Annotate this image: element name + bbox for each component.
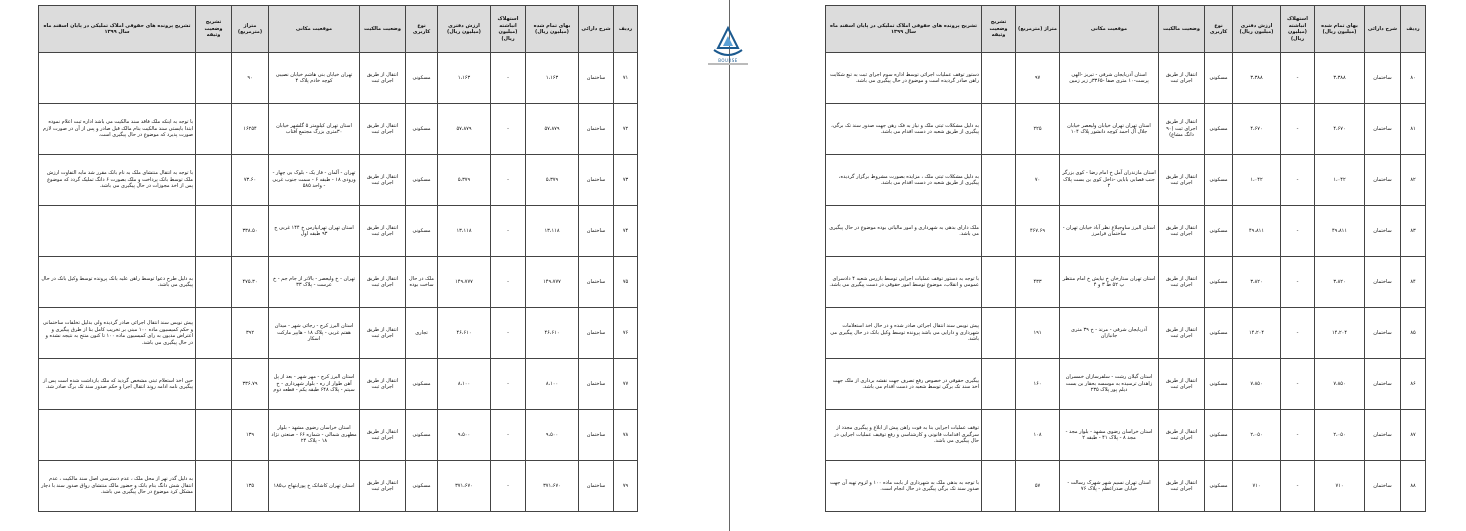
cell-cost: ۸،۱۰۰ — [526, 359, 579, 410]
cell-asset: ساختمان — [1365, 257, 1401, 308]
cell-mortgage — [982, 206, 1016, 257]
cell-asset: ساختمان — [579, 257, 614, 308]
cell-location: استان آذربایجان شرقی - تبریز -الهی پرست-۱۰ متری صفا -۳۳۶۵ز زیر زمین — [1060, 53, 1159, 104]
cell-usage: مسکونی — [1205, 104, 1233, 155]
col-location: موقعیت مکانی — [269, 6, 360, 53]
cell-cost: ۴،۶۷۰ — [1315, 104, 1365, 155]
cell-asset: ساختمان — [1365, 359, 1401, 410]
cell-ownership: انتقال از طریق اجرای ثبت — [360, 308, 406, 359]
table-row — [826, 206, 1426, 257]
cell-area: ۲۲۵ — [1016, 104, 1060, 155]
cell-mortgage — [196, 359, 232, 410]
cell-area: ۱۰۸ — [1016, 410, 1060, 461]
cell-depreciation: - — [491, 359, 526, 410]
cell-cost: ۷،۸۵۰ — [1315, 359, 1365, 410]
cell-depreciation: - — [491, 461, 526, 512]
col-row-no: ردیف — [614, 6, 638, 53]
cell-mortgage — [196, 308, 232, 359]
cell-asset: ساختمان — [579, 206, 614, 257]
cell-mortgage — [196, 155, 232, 206]
cell-depreciation: - — [1281, 410, 1315, 461]
cell-book-value: ۱،۱۶۳ — [438, 53, 491, 104]
cell-book-value: ۳،۸۲۰ — [1233, 257, 1281, 308]
cell-mortgage — [982, 155, 1016, 206]
cell-legal: با توجه به دستور توقف عملیات اجرایی توسط بازرس شعبه ۴ دادسرای عمومی و انقلاب، موضوع توسط امور حقوقی در دست پیگیری می باشد. — [826, 257, 982, 308]
cell-depreciation: - — [1281, 257, 1315, 308]
cell-mortgage — [982, 461, 1016, 512]
cell-depreciation: - — [491, 155, 526, 206]
logo-text: BOURSE — [718, 58, 738, 63]
assets-table-right — [825, 5, 1426, 512]
cell-asset: ساختمان — [1365, 461, 1401, 512]
cell-usage: مسکونی — [1205, 461, 1233, 512]
cell-row-no: ۸۱ — [1401, 104, 1426, 155]
cell-asset: ساختمان — [579, 53, 614, 104]
cell-ownership: انتقال از طریق اجرای ثبت — [360, 155, 406, 206]
cell-asset: ساختمان — [1365, 410, 1401, 461]
cell-mortgage — [196, 257, 232, 308]
col-area: متراژ (مترمربع) — [232, 6, 269, 53]
table-row — [39, 206, 638, 257]
cell-cost: ۴۹،۸۱۱ — [1315, 206, 1365, 257]
assets-table-left — [38, 5, 638, 512]
cell-row-no: ۸۰ — [1401, 53, 1426, 104]
col-mortgage: تشریح وضعیت وثیقه — [196, 6, 232, 53]
cell-cost: ۱۴۹،۷۷۷ — [526, 257, 579, 308]
cell-area: ۵۷ — [1016, 461, 1060, 512]
cell-area: ۹۰ — [232, 53, 269, 104]
col-depreciation: استهلاک انباشته (میلیون ریال) — [1281, 6, 1315, 53]
cell-cost: ۴۶،۶۱۰ — [526, 308, 579, 359]
cell-row-no: ۷۶ — [614, 308, 638, 359]
cell-row-no: ۸۷ — [1401, 410, 1426, 461]
table-row — [826, 257, 1426, 308]
cell-row-no: ۸۶ — [1401, 359, 1426, 410]
cell-area: ۴۳۳ — [1016, 257, 1060, 308]
cell-usage: مسکونی — [406, 155, 438, 206]
cell-cost: ۷۱۰ — [1315, 461, 1365, 512]
cell-book-value: ۲،۰۵۰ — [1233, 410, 1281, 461]
cell-cost: ۱۳،۱۱۸ — [526, 206, 579, 257]
cell-cost: ۲،۰۵۰ — [1315, 410, 1365, 461]
cell-row-no: ۷۸ — [614, 410, 638, 461]
cell-mortgage — [982, 257, 1016, 308]
table-body-right — [826, 53, 1426, 512]
cell-ownership: انتقال از طریق اجرای ثبت — [1159, 359, 1205, 410]
cell-row-no: ۸۲ — [1401, 155, 1426, 206]
cell-location: استان تهران ستارخان خ نیایش خ امام منتظر پ ۵۲ ط ۳ و ۴ — [1060, 257, 1159, 308]
cell-usage: مسکونی — [1205, 155, 1233, 206]
cell-cost: ۵۷،۸۷۹ — [526, 104, 579, 155]
col-book-value: ارزش دفتری (میلیون ریال) — [1233, 6, 1281, 53]
cell-book-value: ۸،۱۰۰ — [438, 359, 491, 410]
cell-location: استان البرز ساوجبلاغ نظر آباد خیابان تهران - ساختمان فرامرز — [1060, 206, 1159, 257]
cell-legal: توقف عملیات اجرایی بنا به فوت راهن پیش از ابلاغ و پیگیری مجدد از سرگیری اقدامات قانونی و کارشناسی و رفع توقیف عملیات اجرایی در حال پیگیری می باشد. — [826, 410, 982, 461]
cell-book-value: ۱۴۹،۷۷۷ — [438, 257, 491, 308]
cell-row-no: ۸۵ — [1401, 308, 1426, 359]
cell-location: استان البرز کرج - رجائی شهر - میدان هفتم غربی - پلاک ۱۸ - هایپر مارکت اسکار — [269, 308, 360, 359]
table-row — [826, 104, 1426, 155]
col-book-value: ارزش دفتری (میلیون ریال) — [438, 6, 491, 53]
cell-usage: مسکونی — [1205, 206, 1233, 257]
cell-depreciation: - — [491, 410, 526, 461]
col-location: موقعیت مکانی — [1060, 6, 1159, 53]
cell-area: ۱۹۱ — [1016, 308, 1060, 359]
table-row — [39, 257, 638, 308]
col-legal: تشریح پرونده های حقوقی املاک تملیکی در پایان اسفند ماه سال ۱۳۹۹ — [826, 6, 982, 53]
cell-asset: ساختمان — [579, 359, 614, 410]
cell-mortgage — [982, 53, 1016, 104]
col-mortgage: تشریح وضعیت وثیقه — [982, 6, 1016, 53]
cell-book-value: ۴،۶۷۰ — [1233, 104, 1281, 155]
cell-location: استان خراسان رضوی مشهد - بلوار مطهری شمالی - شماره ۶۶ - صنعتی نژاد ۱۸ - پلاک ۲۴ — [269, 410, 360, 461]
cell-ownership: انتقال از طریق اجرای ثبت — [1159, 461, 1205, 512]
cell-legal: با توجه به انتقال منتشای ملک به نام بانک مقرر شد مابه التفاوت ارزش ملک توسط بانک پرداخت و ملک بصورت ۶ دانگ تملیک گردد که موضوع پس از اخذ مجوزات در حال پیگیری می باشد. — [39, 155, 196, 206]
cell-usage: مسکونی — [406, 206, 438, 257]
table-row — [826, 461, 1426, 512]
cell-mortgage — [196, 53, 232, 104]
cell-book-value: ۵۷،۸۷۹ — [438, 104, 491, 155]
cell-depreciation: - — [491, 104, 526, 155]
cell-ownership: انتقال از طریق اجرای ثبت — [360, 410, 406, 461]
cell-ownership: انتقال از طریق اجرای ثبت — [1159, 410, 1205, 461]
table-body-left — [39, 53, 638, 512]
cell-depreciation: - — [491, 257, 526, 308]
col-area: متراژ (مترمربع) — [1016, 6, 1060, 53]
cell-depreciation: - — [1281, 104, 1315, 155]
cell-legal: به دلیل طرح دعوا توسط راهن علیه بانک پرونده توسط وکیل بانک در حال پیگیری می باشد. — [39, 257, 196, 308]
cell-asset: ساختمان — [579, 308, 614, 359]
cell-row-no: ۷۱ — [614, 53, 638, 104]
cell-area: ۱۳۵ — [232, 461, 269, 512]
table-row — [826, 359, 1426, 410]
cell-usage: مسکونی — [406, 461, 438, 512]
cell-usage: مسکونی — [1205, 53, 1233, 104]
logo-underline — [708, 63, 748, 65]
cell-asset: ساختمان — [579, 410, 614, 461]
cell-cost: ۳،۸۲۰ — [1315, 257, 1365, 308]
cell-legal: پیگیری حقوقی در خصوص رفع تصرف جهت نقشه برداری از ملک جهت اخذ سند تک برگی توسط شعبه در دست اقدام می باشد. — [826, 359, 982, 410]
cell-area: ۷۰ — [1016, 155, 1060, 206]
cell-usage: مسکونی — [406, 53, 438, 104]
cell-depreciation: - — [1281, 155, 1315, 206]
cell-book-value: ۳،۳۸۸ — [1233, 53, 1281, 104]
cell-row-no: ۷۷ — [614, 359, 638, 410]
cell-area: ۷۳.۶۰ — [232, 155, 269, 206]
cell-mortgage — [982, 359, 1016, 410]
cell-usage: ملک در حال ساخت بوده — [406, 257, 438, 308]
cell-location: استان تهران کاشانک خ پورابتهاج پ۱۸۵ — [269, 461, 360, 512]
cell-row-no: ۷۳ — [614, 155, 638, 206]
cell-asset: ساختمان — [579, 155, 614, 206]
cell-depreciation: - — [1281, 206, 1315, 257]
cell-mortgage — [982, 308, 1016, 359]
cell-cost: ۹،۵۰۰ — [526, 410, 579, 461]
cell-usage: مسکونی — [406, 410, 438, 461]
cell-row-no: ۷۲ — [614, 104, 638, 155]
cell-location: تهران - خ ولیعصر - بالاتر از جام جم - خ عرست - پلاک ۳۳ — [269, 257, 360, 308]
cell-asset: ساختمان — [1365, 308, 1401, 359]
cell-mortgage — [196, 206, 232, 257]
cell-row-no: ۷۴ — [614, 206, 638, 257]
cell-mortgage — [196, 461, 232, 512]
cell-location: استان تهران نسیم شهر شهرک رسالت - خیابان صدراعظم - پلاک ۷۶ — [1060, 461, 1159, 512]
cell-book-value: ۷،۸۵۰ — [1233, 359, 1281, 410]
cell-location: استان گیلان رشت - سلفرسازان خمسران زاهدان ترسیده به موسسه بحقار بن بست دیلم پور پلاک ۲۳۵ — [1060, 359, 1159, 410]
col-legal: تشریح پرونده های حقوقی املاک تملیکی در پایان اسفند ماه سال ۱۳۹۹ — [39, 6, 196, 53]
cell-ownership: انتقال از طریق اجرای ثبت — [360, 461, 406, 512]
cell-row-no: ۷۹ — [614, 461, 638, 512]
cell-legal: دستور توقف عملیات اجرائی توسط اداره سوم اجرای ثبت به تبع شکایت راهن صادر گردیده است و موضوع در حال پیگیری می باشد. — [826, 53, 982, 104]
col-row-no: ردیف — [1401, 6, 1426, 53]
cell-area: ۳۹۲ — [232, 308, 269, 359]
cell-area: ۱۶۰ — [1016, 359, 1060, 410]
cell-book-value: ۷۱۰ — [1233, 461, 1281, 512]
cell-book-value: ۱،۰۴۲ — [1233, 155, 1281, 206]
cell-usage: تجاری — [406, 308, 438, 359]
col-ownership: وضعیت مالکیت — [1159, 6, 1205, 53]
cell-book-value: ۱۴،۲۰۴ — [1233, 308, 1281, 359]
cell-row-no: ۸۸ — [1401, 461, 1426, 512]
cell-legal — [39, 410, 196, 461]
cell-book-value: ۳۷۱،۶۷۰ — [438, 461, 491, 512]
cell-usage: مسکونی — [406, 359, 438, 410]
cell-depreciation: - — [491, 53, 526, 104]
cell-depreciation: - — [1281, 53, 1315, 104]
cell-location: استان تهران کیلومتر ۵ گلشهر خیابان ۳۰متری بزرگ مجتمع آفتاب — [269, 104, 360, 155]
cell-legal — [39, 206, 196, 257]
cell-location: آذربایجان شرقی - مرند - خ ۳۹ متری جانبازان — [1060, 308, 1159, 359]
cell-location: تهران خیابان بنی هاشم خیابان نصیبی کوچه خادم پلاک ۴ — [269, 53, 360, 104]
cell-asset: ساختمان — [579, 104, 614, 155]
cell-book-value: ۹،۵۰۰ — [438, 410, 491, 461]
cell-ownership: انتقال از طریق اجرای ثبت — [1159, 257, 1205, 308]
cell-depreciation: - — [1281, 359, 1315, 410]
cell-asset: ساختمان — [579, 461, 614, 512]
cell-ownership: انتقال از طریق اجرای ثبت — [1159, 308, 1205, 359]
cell-row-no: ۸۴ — [1401, 257, 1426, 308]
cell-book-value: ۵،۳۷۹ — [438, 155, 491, 206]
cell-book-value: ۱۳،۱۱۸ — [438, 206, 491, 257]
table-row — [39, 104, 638, 155]
cell-legal: حین اخذ استعلام ثبتی مشخص گردید که ملک بازداشت شده است پس از پیگیری نامه ادامه روند انتقال اجرا و حکم صدور سند تک برگ صادر شد. — [39, 359, 196, 410]
cell-row-no: ۷۵ — [614, 257, 638, 308]
cell-usage: مسکونی — [1205, 308, 1233, 359]
cell-asset: ساختمان — [1365, 155, 1401, 206]
cell-location: استان تهران تهرانپارس خ ۱۴۴ غربی ج ۹۳ طبقه اول — [269, 206, 360, 257]
cell-legal: به دلیل گذر نهر از محل ملک ، عدم دسترسی اصل سند مالکیت ، عدم انتقال شش دانگ بنام بانک و حضور مالک منتشای رواق صدور سند با دچار مشکل کرد موضوع در حال پیگیری می باشد. — [39, 461, 196, 512]
table-row — [826, 308, 1426, 359]
col-cost: بهای تمام شده (میلیون ریال) — [526, 6, 579, 53]
col-usage: نوع کاربری — [406, 6, 438, 53]
cell-asset: ساختمان — [1365, 104, 1401, 155]
cell-cost: ۱۴،۲۰۴ — [1315, 308, 1365, 359]
cell-ownership: انتقال از طریق اجرای ثبت — [1159, 155, 1205, 206]
cell-cost: ۳،۳۸۸ — [1315, 53, 1365, 104]
cell-ownership: انتقال از طریق اجرای ثبت — [1159, 206, 1205, 257]
cell-row-no: ۸۳ — [1401, 206, 1426, 257]
table-row — [826, 53, 1426, 104]
cell-depreciation: - — [491, 308, 526, 359]
cell-area: ۱۳۹ — [232, 410, 269, 461]
cell-mortgage — [196, 104, 232, 155]
cell-legal: با توجه به بدهی ملک به شهرداری از بابت ماده ۱۰۰ و لزوم تهیه آن جهت صدور سند تک برگی پیگیری در حال انجام است. — [826, 461, 982, 512]
col-ownership: وضعیت مالکیت — [360, 6, 406, 53]
cell-area: ۴۶۷.۶۹ — [1016, 206, 1060, 257]
cell-cost: ۱،۰۴۲ — [1315, 155, 1365, 206]
cell-depreciation: - — [1281, 461, 1315, 512]
page-divider — [729, 0, 730, 531]
cell-mortgage — [982, 410, 1016, 461]
table-row — [39, 53, 638, 104]
cell-area: ۳۳۶.۷۹ — [232, 359, 269, 410]
cell-cost: ۵،۳۷۹ — [526, 155, 579, 206]
cell-legal — [39, 53, 196, 104]
cell-area: ۳۳۸.۵۰ — [232, 206, 269, 257]
cell-area: ۴۷۵.۳۰ — [232, 257, 269, 308]
cell-legal: به دلیل مشکلات ثبتی ملک ، مزایده بصورت مشروط برگزار گردیده، پیگیری از طریق شعبه در دست اقدام می باشد. — [826, 155, 982, 206]
cell-ownership: انتقال از طریق اجرای ثبت — [360, 359, 406, 410]
col-depreciation: استهلاک انباشته (میلیون ریال) — [491, 6, 526, 53]
cell-ownership: انتقال از طریق اجرای ثبت (۹۰ دانگ مشاع) — [1159, 104, 1205, 155]
cell-ownership: انتقال از طریق اجرای ثبت — [360, 206, 406, 257]
col-cost: بهای تمام شده (میلیون ریال) — [1315, 6, 1365, 53]
table-row — [39, 461, 638, 512]
cell-cost: ۱،۱۶۳ — [526, 53, 579, 104]
cell-depreciation: - — [491, 206, 526, 257]
table-row — [826, 155, 1426, 206]
cell-legal: با توجه به اینکه ملک فاقد سند مالکیت می باشد اداره ثبت اعلام نموده ابتدا بایستی سند مالکیت بنام مالک قبل صادر و پس از آن در صورت لازم صورت پذیرد که موضوع در حال پیگیری است. — [39, 104, 196, 155]
cell-legal: به دلیل مشکلات ثبتی ملک و نیاز به فک رهن جهت صدور سند تک برگی، پیگیری از طریق شعبه در دست اقدام می باشد. — [826, 104, 982, 155]
cell-ownership: انتقال از طریق اجرای ثبت — [360, 257, 406, 308]
cell-area: ۱۶۲۵۴ — [232, 104, 269, 155]
cell-ownership: انتقال از طریق اجرای ثبت — [360, 104, 406, 155]
col-asset-desc: شرح دارائی — [579, 6, 614, 53]
cell-location: استان مازندران آمل خ امام رضا - کوی بزرگر جنب قصابی بابایی -داخل کوی بن بست پلاک ۲ — [1060, 155, 1159, 206]
table-row — [39, 308, 638, 359]
cell-ownership: انتقال از طریق اجرای ثبت — [1159, 53, 1205, 104]
cell-cost: ۳۷۱،۶۷۰ — [526, 461, 579, 512]
col-usage: نوع کاربری — [1205, 6, 1233, 53]
table-header-row — [826, 6, 1426, 53]
cell-location: تهران - آلمان - فاز یک - بلوک بی چهار - ورودی ۱۸ - طبقه ۶ - سمت جنوب غربی - واحد ۵۸۵ — [269, 155, 360, 206]
cell-depreciation: - — [1281, 308, 1315, 359]
cell-usage: مسکونی — [1205, 257, 1233, 308]
table-header-row — [39, 6, 638, 53]
cell-legal: پیش نویس سند انتقال اجرائی صادر شده و در حال اخذ استعلامات شهرداری و دارایی می باشد پرونده توسط وکیل بانک در حال پیگیری می باشد. — [826, 308, 982, 359]
cell-mortgage — [196, 410, 232, 461]
cell-location: استان تهران تهران خیابان ولیعصر خیابان جلال آل احمد کوچه دانشور پلاک ۱۰۴ — [1060, 104, 1159, 155]
cell-mortgage — [982, 104, 1016, 155]
table-row — [39, 359, 638, 410]
cell-area: ۹۷ — [1016, 53, 1060, 104]
cell-asset: ساختمان — [1365, 53, 1401, 104]
cell-usage: مسکونی — [406, 104, 438, 155]
table-row — [39, 410, 638, 461]
col-asset-desc: شرح دارائی — [1365, 6, 1401, 53]
cell-location: استان البرز کرج - مهر شهر - بعد از پل آهن طوار از ره - بلوار شهرداری - خ سیتم - پلاک ۶۴۸ طبقه یکم - قطعه دوم — [269, 359, 360, 410]
cell-ownership: انتقال از طریق اجرای ثبت — [360, 53, 406, 104]
cell-asset: ساختمان — [1365, 206, 1401, 257]
cell-usage: مسکونی — [1205, 359, 1233, 410]
table-row — [826, 410, 1426, 461]
cell-legal: پیش نویس سند انتقال اجرائی صادر گردیده ولی بدلیل تخلفات ساختمانی و حکم کمیسیون ماده ۱۰۰ مبنی بر تخریب کامل بنا از طرق پیگیری و اعتراض مدیون به رای کمیسیون ماده ۱۰۰ تا کنون منتج به نتیجه نشده و در حال پیگیری می باشد. — [39, 308, 196, 359]
cell-book-value: ۴۹،۸۱۱ — [1233, 206, 1281, 257]
cell-book-value: ۴۶،۶۱۰ — [438, 308, 491, 359]
cell-legal: ملک دارای بدهی به شهرداری و امور مالیاتی بوده موضوع در حال پیگیری می باشد. — [826, 206, 982, 257]
cell-usage: مسکونی — [1205, 410, 1233, 461]
cell-location: استان خراسان رضوی مشهد - بلوار مجد - مجد ۸ - پلاک ۴۱ - طبقه ۲ — [1060, 410, 1159, 461]
table-row — [39, 155, 638, 206]
